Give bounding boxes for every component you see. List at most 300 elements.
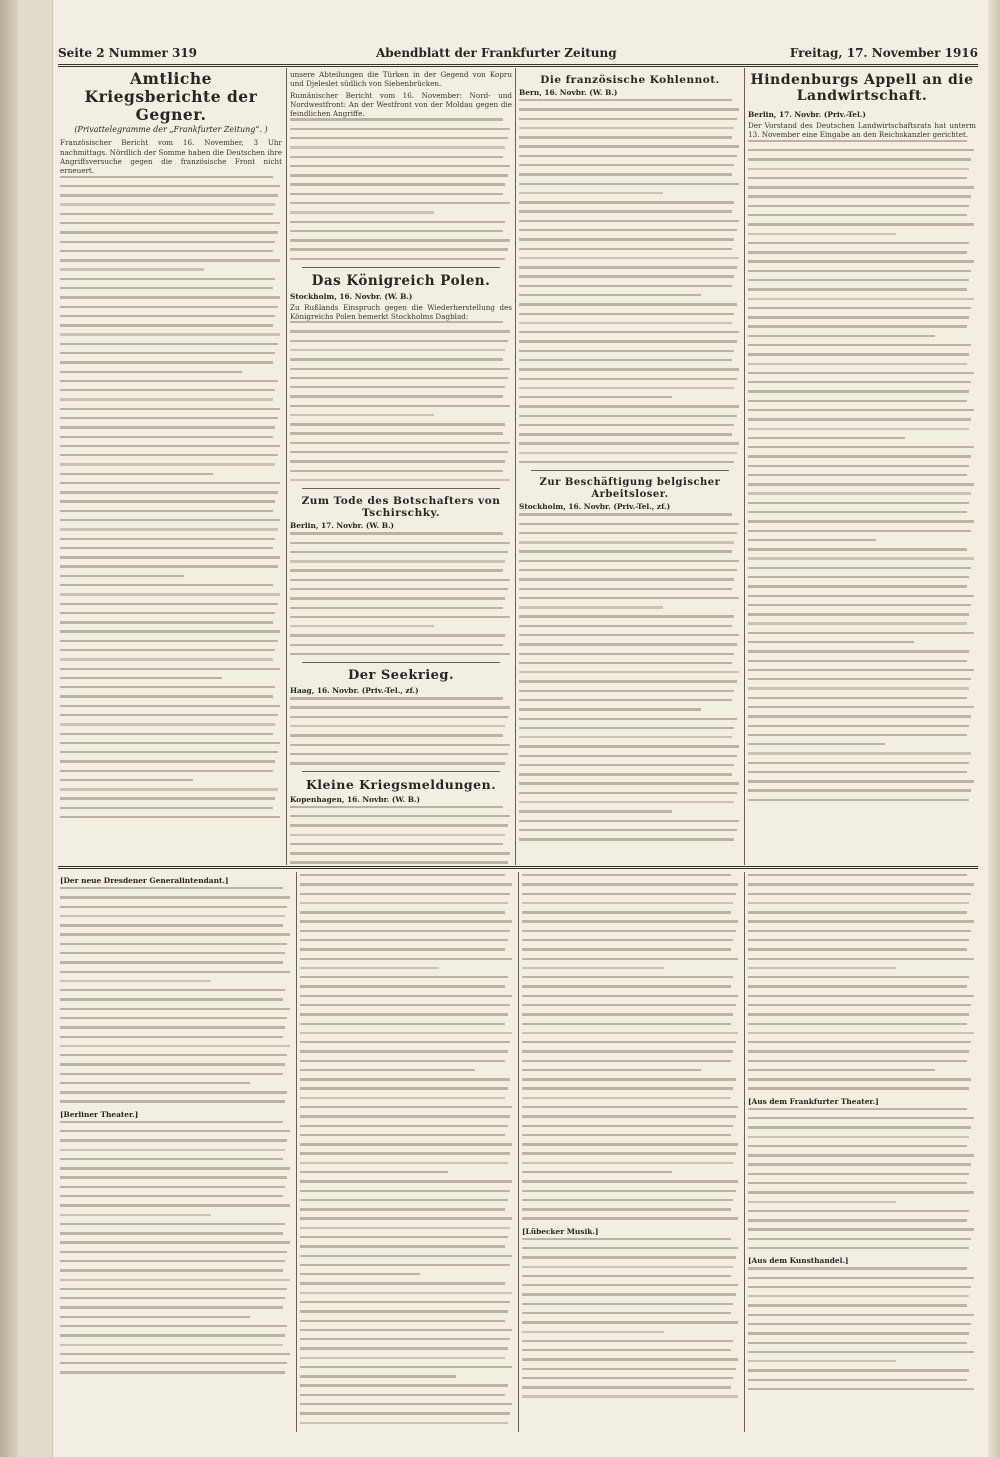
text-line [60, 500, 275, 502]
text-line [748, 1145, 967, 1147]
text-line [522, 1115, 736, 1117]
text-line [60, 1297, 285, 1299]
text-line [519, 275, 734, 277]
text-line [60, 306, 278, 308]
text-line [522, 1321, 738, 1323]
text-line [60, 547, 273, 549]
text-line [522, 1060, 731, 1062]
text-line [748, 632, 974, 634]
text-line [60, 584, 273, 586]
text-line [519, 718, 737, 720]
text-line [290, 156, 503, 158]
text-line [748, 353, 969, 355]
text-line [60, 1371, 285, 1373]
text-line [290, 588, 508, 590]
text-line [60, 1353, 290, 1355]
text-line [60, 1091, 287, 1093]
text-line [748, 1060, 967, 1062]
text-line [522, 1190, 736, 1192]
text-line [60, 998, 283, 1000]
article-excerpt: Der Vorstand des Deutschen Landwirtschaftsrats hat unterm 13. November eine Eingabe an den Reichskanzler gerichtet. [748, 121, 976, 140]
text-line [519, 257, 739, 259]
text-line [60, 1130, 290, 1132]
text-line [519, 745, 739, 747]
text-line [748, 641, 914, 643]
article-title-line1: Hindenburgs Appell an die [750, 72, 974, 88]
text-line [748, 530, 971, 532]
text-line [519, 155, 737, 157]
text-line [748, 911, 967, 913]
text-line [290, 414, 434, 416]
text-line [519, 192, 663, 194]
text-line [522, 1125, 733, 1127]
text-line [748, 715, 971, 717]
text-line [748, 622, 967, 624]
text-line [519, 368, 739, 370]
text-line [290, 551, 508, 553]
text-line [290, 852, 510, 854]
text-line [290, 644, 503, 646]
text-line [519, 588, 732, 590]
text-line [748, 958, 974, 960]
text-line [748, 1295, 969, 1297]
feuilleton-item-heading: [Aus dem Frankfurter Theater.] [748, 1096, 879, 1106]
text-line [300, 1115, 510, 1117]
article-body-text [519, 513, 741, 840]
text-line [300, 1347, 508, 1349]
text-line [300, 902, 508, 904]
text-line [519, 671, 739, 673]
text-line [519, 118, 737, 120]
text-line [748, 140, 967, 142]
text-line [300, 948, 505, 950]
text-line [290, 806, 503, 808]
text-line [522, 1284, 738, 1286]
text-line [522, 1368, 736, 1370]
text-line [290, 432, 503, 434]
text-line [748, 780, 974, 782]
feuilleton-body-text [748, 1108, 976, 1250]
text-line [290, 843, 503, 845]
article-title: Zum Tode des Botschafters von Tschirschky. [301, 495, 501, 520]
text-line [519, 643, 737, 645]
text-line [748, 930, 971, 932]
text-line [300, 1190, 510, 1192]
text-line [300, 1125, 508, 1127]
text-line [519, 220, 739, 222]
text-line [60, 287, 273, 289]
text-line [60, 231, 278, 233]
text-line [290, 653, 510, 655]
text-line [300, 1273, 420, 1275]
text-line [60, 943, 287, 945]
text-line [748, 920, 974, 922]
text-line [290, 762, 505, 764]
romanian-report: Rumänischer Bericht vom 16. November: Nord- und Nordwestfront: An der Westfront von der Moldau gegen die feindlichen Angriffe. [290, 90, 512, 119]
text-line [290, 386, 505, 388]
text-line [300, 1264, 510, 1266]
text-line [60, 779, 193, 781]
text-line [748, 706, 974, 708]
page-binding-edge [0, 0, 53, 1457]
text-line [60, 1017, 287, 1019]
text-line [519, 736, 732, 738]
text-line [748, 1023, 967, 1025]
feuilleton-body-text [522, 874, 740, 1220]
text-line [300, 1310, 508, 1312]
text-line [60, 816, 280, 818]
article-body-text [290, 118, 512, 260]
column-center-right [519, 70, 741, 864]
text-line [290, 479, 510, 481]
text-line [748, 1182, 967, 1184]
text-line [60, 380, 278, 382]
text-line [519, 550, 732, 552]
feuilleton-body-text [300, 874, 514, 1424]
text-line [748, 400, 967, 402]
text-line [748, 223, 974, 225]
text-line [748, 985, 967, 987]
text-line [522, 911, 731, 913]
text-line [60, 649, 275, 651]
feuilleton-column-2 [300, 874, 514, 1434]
column-war-reports [60, 70, 282, 864]
text-line [300, 1282, 505, 1284]
text-line [60, 268, 204, 270]
text-line [519, 285, 732, 287]
text-line [522, 1312, 731, 1314]
text-line [290, 128, 510, 130]
text-line [300, 985, 505, 987]
text-line [748, 1050, 969, 1052]
text-line [300, 1004, 510, 1006]
text-line [748, 585, 967, 587]
text-line [522, 976, 733, 978]
text-line [748, 1314, 974, 1316]
text-line [519, 294, 701, 296]
text-line [300, 1422, 508, 1424]
text-line [60, 575, 184, 577]
text-line [290, 405, 510, 407]
text-line [748, 604, 971, 606]
text-line [748, 335, 935, 337]
text-line [519, 415, 737, 417]
text-line [290, 532, 503, 534]
text-line [300, 939, 508, 941]
text-line [60, 593, 280, 595]
text-line [290, 470, 503, 472]
feuilleton-body-text [748, 1267, 976, 1390]
article-title: Zur Beschäftigung belgischer Arbeitsloser. [539, 477, 721, 500]
text-line [300, 1236, 508, 1238]
text-line [522, 1395, 738, 1397]
text-line [519, 690, 734, 692]
text-line [300, 1180, 512, 1182]
text-line [60, 751, 278, 753]
text-line [60, 538, 275, 540]
text-line [522, 948, 731, 950]
text-line [522, 1134, 731, 1136]
text-line [60, 315, 275, 317]
feuilleton-body-text [748, 874, 976, 1090]
text-line [60, 705, 280, 707]
text-line [60, 361, 273, 363]
text-line [60, 343, 278, 345]
text-line [300, 1301, 510, 1303]
text-line [748, 725, 969, 727]
text-line [748, 595, 974, 597]
text-line [300, 1162, 508, 1164]
text-line [290, 137, 508, 139]
text-line [300, 911, 505, 913]
text-line [748, 1277, 974, 1279]
text-line [748, 1136, 969, 1138]
text-line [522, 1349, 731, 1351]
text-line [748, 511, 967, 513]
text-line [300, 893, 510, 895]
paper-title: Abendblatt der Frankfurter Zeitung [376, 46, 617, 60]
text-line [748, 669, 974, 671]
column-divider [744, 68, 745, 865]
text-line [748, 1126, 971, 1128]
text-line [60, 463, 275, 465]
text-line [60, 491, 278, 493]
header-rule [58, 64, 978, 65]
text-line [522, 1293, 736, 1295]
text-line [522, 1217, 738, 1219]
text-line [522, 1032, 738, 1034]
text-line [300, 930, 510, 932]
column-divider [286, 68, 287, 865]
article-title: Der Seekrieg. [347, 668, 455, 684]
text-line [60, 1195, 283, 1197]
text-line [522, 1256, 736, 1258]
text-line [519, 405, 739, 407]
text-line [522, 1087, 733, 1089]
text-line [748, 939, 969, 941]
text-line [60, 1158, 283, 1160]
text-line [60, 454, 278, 456]
text-line [522, 958, 738, 960]
text-line [300, 1097, 505, 1099]
text-line [519, 513, 732, 515]
text-line [300, 1394, 505, 1396]
text-line [300, 1357, 505, 1359]
text-line [748, 697, 967, 699]
text-line [300, 1041, 510, 1043]
article-title: Die französische Kohlennot. [540, 74, 720, 86]
text-line [60, 677, 222, 679]
text-line [519, 452, 737, 454]
text-line [290, 221, 505, 223]
text-line [748, 1069, 935, 1071]
text-line [60, 1149, 285, 1151]
column-divider [744, 872, 745, 1432]
text-line [748, 687, 969, 689]
text-line [748, 874, 967, 876]
text-line [748, 1032, 974, 1034]
text-line [748, 214, 967, 216]
text-line [60, 1279, 290, 1281]
text-line [519, 424, 734, 426]
article-body-text [290, 532, 512, 655]
text-line [748, 1342, 967, 1344]
text-line [519, 136, 732, 138]
feuilleton-item-heading: [Der neue Dresdener Generalintendant.] [60, 876, 229, 885]
text-line [522, 1377, 733, 1379]
text-line [748, 1163, 971, 1165]
text-line [290, 183, 505, 185]
text-line [748, 316, 969, 318]
text-line [748, 437, 905, 439]
text-line [60, 445, 280, 447]
text-line [748, 660, 967, 662]
text-line [748, 390, 969, 392]
text-line [748, 567, 971, 569]
text-line [748, 502, 969, 504]
text-line [748, 1154, 974, 1156]
text-line [60, 1100, 285, 1102]
text-line [290, 174, 508, 176]
text-line [60, 436, 273, 438]
text-line [748, 251, 967, 253]
text-line [748, 539, 876, 541]
text-line [748, 455, 971, 457]
text-line [60, 1054, 287, 1056]
text-line [300, 967, 439, 969]
text-line [290, 395, 503, 397]
text-line [519, 210, 732, 212]
text-line [748, 576, 969, 578]
text-line [60, 1073, 283, 1075]
text-line [522, 930, 736, 932]
text-line [748, 678, 971, 680]
text-line [519, 266, 737, 268]
text-line [60, 1316, 250, 1318]
text-line [748, 743, 885, 745]
text-line [519, 810, 672, 812]
text-line [519, 680, 737, 682]
article-dateline: Stockholm, 16. Novbr. (W. B.) [290, 291, 413, 301]
page-right-edge [988, 0, 1000, 1457]
text-line [522, 1340, 733, 1342]
text-line [300, 1143, 512, 1145]
text-line [522, 1162, 733, 1164]
text-line [300, 920, 512, 922]
text-line [522, 883, 738, 885]
text-line [60, 915, 285, 917]
text-line [60, 259, 280, 261]
text-line [60, 1241, 290, 1243]
text-line [60, 203, 275, 205]
text-line [60, 194, 278, 196]
text-line [290, 734, 503, 736]
text-line [290, 542, 510, 544]
text-line [519, 108, 739, 110]
text-line [290, 834, 505, 836]
text-line [519, 634, 739, 636]
text-line [519, 99, 732, 101]
text-line [60, 1334, 285, 1336]
text-line [60, 896, 290, 898]
text-line [519, 229, 737, 231]
text-line [748, 1228, 974, 1230]
feuilleton-column-4 [748, 874, 976, 1434]
column-divider [296, 872, 297, 1432]
text-line [519, 164, 734, 166]
text-line [60, 1325, 287, 1327]
text-line [60, 695, 273, 697]
text-line [60, 1139, 287, 1141]
text-line [300, 1384, 508, 1386]
text-line [748, 1108, 967, 1110]
text-line [748, 1238, 971, 1240]
article-dateline: Stockholm, 16. Novbr. (Priv.-Tel., zf.) [519, 502, 671, 512]
text-line [748, 288, 967, 290]
text-line [748, 270, 971, 272]
text-line [60, 565, 278, 567]
page-header [58, 46, 978, 64]
text-line [290, 815, 510, 817]
text-line [60, 961, 283, 963]
text-line [290, 377, 508, 379]
text-line [290, 706, 510, 708]
text-line [60, 1214, 211, 1216]
text-line [748, 1201, 896, 1203]
text-line [290, 634, 505, 636]
text-line [60, 1306, 283, 1308]
text-line [60, 296, 280, 298]
text-line [60, 213, 273, 215]
text-line [519, 387, 734, 389]
text-line [748, 372, 974, 374]
text-line [60, 887, 283, 889]
text-line [290, 861, 508, 863]
text-line [519, 442, 739, 444]
feuilleton-body-text [60, 887, 292, 1103]
article-dateline: Haag, 16. Novbr. (Priv.-Tel., zf.) [290, 686, 419, 696]
text-line [748, 1078, 971, 1080]
text-line [748, 762, 969, 764]
text-line [748, 158, 971, 160]
text-line [522, 893, 736, 895]
feuilleton-body-text [522, 1238, 740, 1398]
text-line [60, 723, 275, 725]
text-line [60, 241, 275, 243]
text-line [60, 658, 273, 660]
text-line [519, 532, 737, 534]
text-line [60, 371, 242, 373]
text-line [300, 1171, 448, 1173]
text-line [748, 893, 971, 895]
text-line [522, 1069, 701, 1071]
text-line [60, 519, 280, 521]
text-line [60, 510, 273, 512]
text-line [290, 165, 510, 167]
text-line [60, 473, 213, 475]
text-line [748, 650, 969, 652]
text-line [60, 250, 273, 252]
text-line [522, 1013, 733, 1015]
text-line [290, 616, 510, 618]
text-line [300, 1134, 505, 1136]
text-line [519, 569, 737, 571]
feuilleton-column-1 [60, 874, 292, 1434]
text-line [748, 242, 969, 244]
text-line [519, 331, 739, 333]
text-line [748, 363, 967, 365]
text-line [290, 744, 510, 746]
